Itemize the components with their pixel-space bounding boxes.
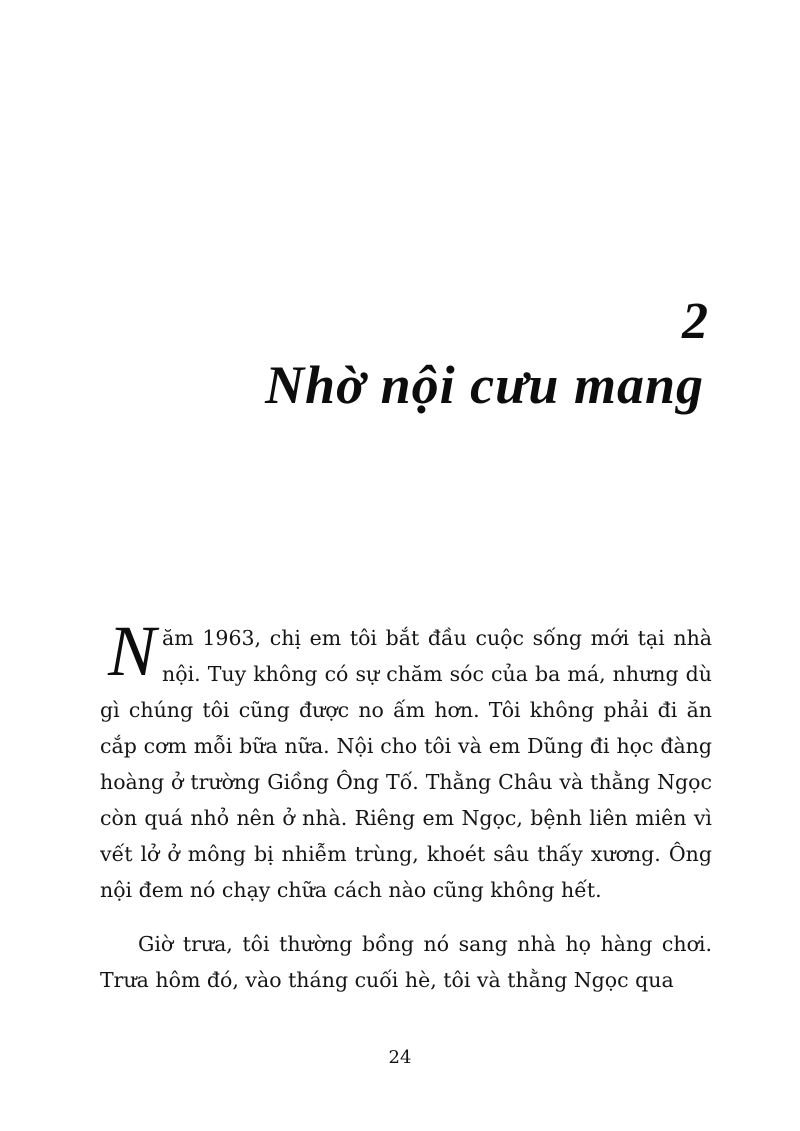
paragraph-2: Giờ trưa, tôi thường bồng nó sang nhà họ hàng chơi. Trưa hôm đó, vào tháng cuối hè, tôi và thằng Ngọc qua — [100, 932, 712, 992]
chapter-title: Nhờ nội cưu mang — [265, 355, 704, 415]
chapter-number: 2 — [682, 293, 708, 350]
paragraph-1-text: ăm 1963, chị em tôi bắt đầu cuộc sống mới tại nhà nội. Tuy không có sự chăm sóc của ba má, nhưng dù gì chúng tôi cũng được no ấm hơn. Tôi không phải đi ăn cắp cơm mỗi bữa nữa. Nội cho tôi và em Dũng đi học đàng hoàng ở trường Giồng Ông Tố. Thằng Châu và thằng Ngọc còn quá nhỏ nên ở nhà. Riêng em Ngọc, bệnh liên miên vì vết lở ở mông bị nhiễm trùng, khoét sâu thấy xương. Ông nội đem nó chạy chữa cách nào cũng không hết. — [100, 626, 712, 902]
drop-cap: N — [108, 611, 157, 691]
paragraph-1 — [100, 611, 712, 908]
page-number: 24 — [388, 1047, 412, 1068]
body-text — [100, 611, 712, 998]
